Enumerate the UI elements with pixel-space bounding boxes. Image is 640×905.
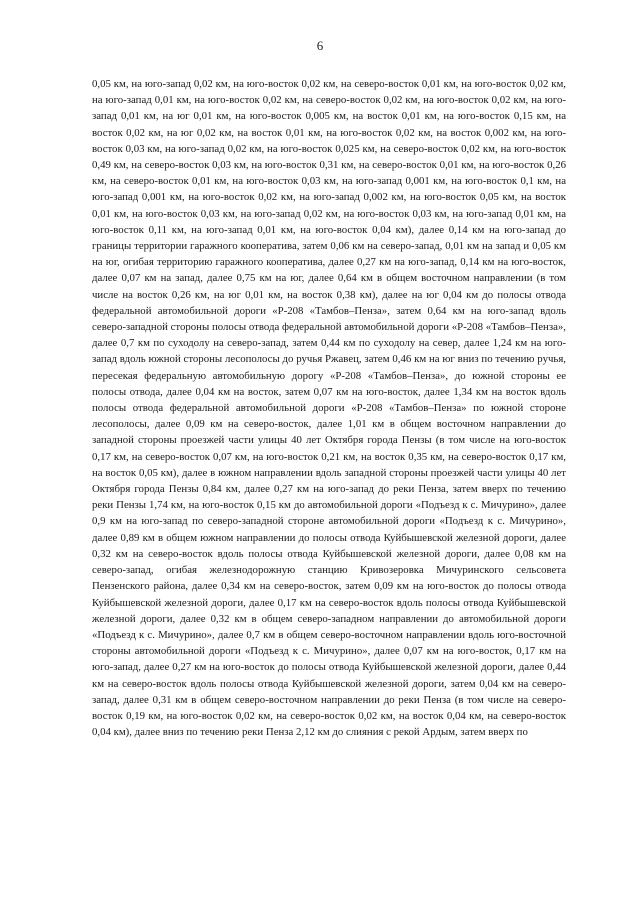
body-paragraph: 0,05 км, на юго-запад 0,02 км, на юго-восток 0,02 км, на северо-восток 0,01 км, на юго-восток 0,02 км, на юго-запад 0,01 км, на юго-восток 0,02 км, на северо-восток 0,02 км, на юго-восток 0,02 км, на юго-запад 0,01 км, на юг 0,01 км, на юго-восток 0,005 км, на восток 0,01 км, на юго-восток 0,15 км, на восток 0,02 км, на юг 0,02 км, на восток 0,01 км, на юго-восток 0,02 км, на восток 0,002 км, на юго-восток 0,03 км, на юго-запад 0,02 км, на юго-восток 0,025 км, на северо-восток 0,02 км, на юго-восток 0,49 км, на северо-восток 0,03 км, на юго-восток 0,31 км, на северо-восток 0,01 км, на юго-восток 0,26 км, на северо-восток 0,01 км, на юго-восток 0,03 км, на юго-запад 0,001 км, на юго-восток 0,1 км, на юго-запад 0,001 км, на юго-восток 0,02 км, на юго-запад 0,002 км, на юго-восток 0,05 км, на восток 0,01 км, на юго-восток 0,03 км, на юго-запад 0,02 км, на юго-восток 0,03 км, на юго-запад 0,01 км, на юго-восток 0,11 км, на юго-запад 0,01 км, на юго-восток 0,04 км), далее 0,14 км на юго-запад до границы территории гаражного кооператива, затем 0,06 км на северо-запад, 0,01 км на запад и 0,05 км на юг, огибая территорию гаражного кооператива, далее 0,27 км на юго-запад, 0,14 км на юго-восток, далее 0,07 км на запад, далее 0,75 км на юг, далее 0,64 км в общем восточном направлении (в том числе на восток 0,26 км, на юг 0,01 км, на восток 0,38 км), далее на юг 0,04 км до полосы отвода федеральной автомобильной дороги «Р-208 «Тамбов–Пенза», затем 0,64 км на юго-запад вдоль северо-западной стороны полосы отвода федеральной автомобильной дороги «Р-208 «Тамбов–Пенза», далее 0,7 км по суходолу на северо-запад, затем 0,44 км по суходолу на север, далее 1,24 км на юго-запад вдоль южной стороны лесополосы до ручья Ржавец, затем 0,46 км на юг вниз по течению ручья, пересекая федеральную автомобильную дорогу «Р-208 «Тамбов–Пенза», до южной стороны ее полосы отвода, далее 0,04 км на восток, затем 0,07 км на юго-восток, далее 1,34 км на восток вдоль полосы отвода федеральной автомобильной дороги «Р-208 «Тамбов–Пенза» по южной стороне лесополосы, далее 0,09 км на северо-восток, далее 1,01 км в общем восточном направлении до западной стороны проезжей части улицы 40 лет Октября города Пензы (в том числе на юго-восток 0,17 км, на северо-восток 0,07 км, на юго-восток 0,21 км, на восток 0,35 км, на северо-восток 0,17 км, на восток 0,05 км), далее в южном направлении вдоль западной стороны проезжей части улицы 40 лет Октября города Пензы 0,84 км, далее 0,27 км на юго-запад до реки Пенза, затем вверх по течению реки Пензы 1,74 км, на юго-восток 0,15 км до автомобильной дороги «Подъезд к с. Мичурино», далее 0,9 км на юго-запад по северо-западной стороне автомобильной дороги «Подъезд к с. Мичурино», далее 0,89 км в общем южном направлении до полосы отвода Куйбышевской железной дороги, далее 0,32 км на северо-восток вдоль полосы отвода Куйбышевской железной дороги, далее 0,08 км на северо-запад, огибая железнодорожную станцию Кривозеровка Мичуринского сельсовета Пензенского района, далее 0,34 км на северо-восток, затем 0,09 км на юго-восток до полосы отвода Куйбышевской железной дороги, далее 0,17 км на северо-восток вдоль полосы отвода Куйбышевской железной дороги, далее 0,32 км в общем северо-западном направлении до автомобильной дороги «Подъезд к с. Мичурино», далее 0,7 км в общем северо-восточном направлении вдоль юго-восточной стороны автомобильной дороги «Подъезд к с. Мичурино», далее 0,07 км на юго-восток, 0,17 км на юго-запад, далее 0,27 км на юго-восток до полосы отвода Куйбышевской железной дороги, далее 0,44 км на северо-восток вдоль полосы отвода Куйбышевской железной дороги, затем 0,04 км на северо-запад, далее 0,31 км в общем северо-восточном направлении до реки Пенза (в том числе на северо-восток 0,19 км, на юго-восток 0,02 км, на северо-восток 0,02 км, на восток 0,04 км, на северо-восток 0,04 км), далее вниз по течению реки Пенза 2,12 км до слияния с рекой Ардым, затем вверх по bbox=[92, 78, 566, 739]
page-number: 6 bbox=[316, 38, 324, 53]
